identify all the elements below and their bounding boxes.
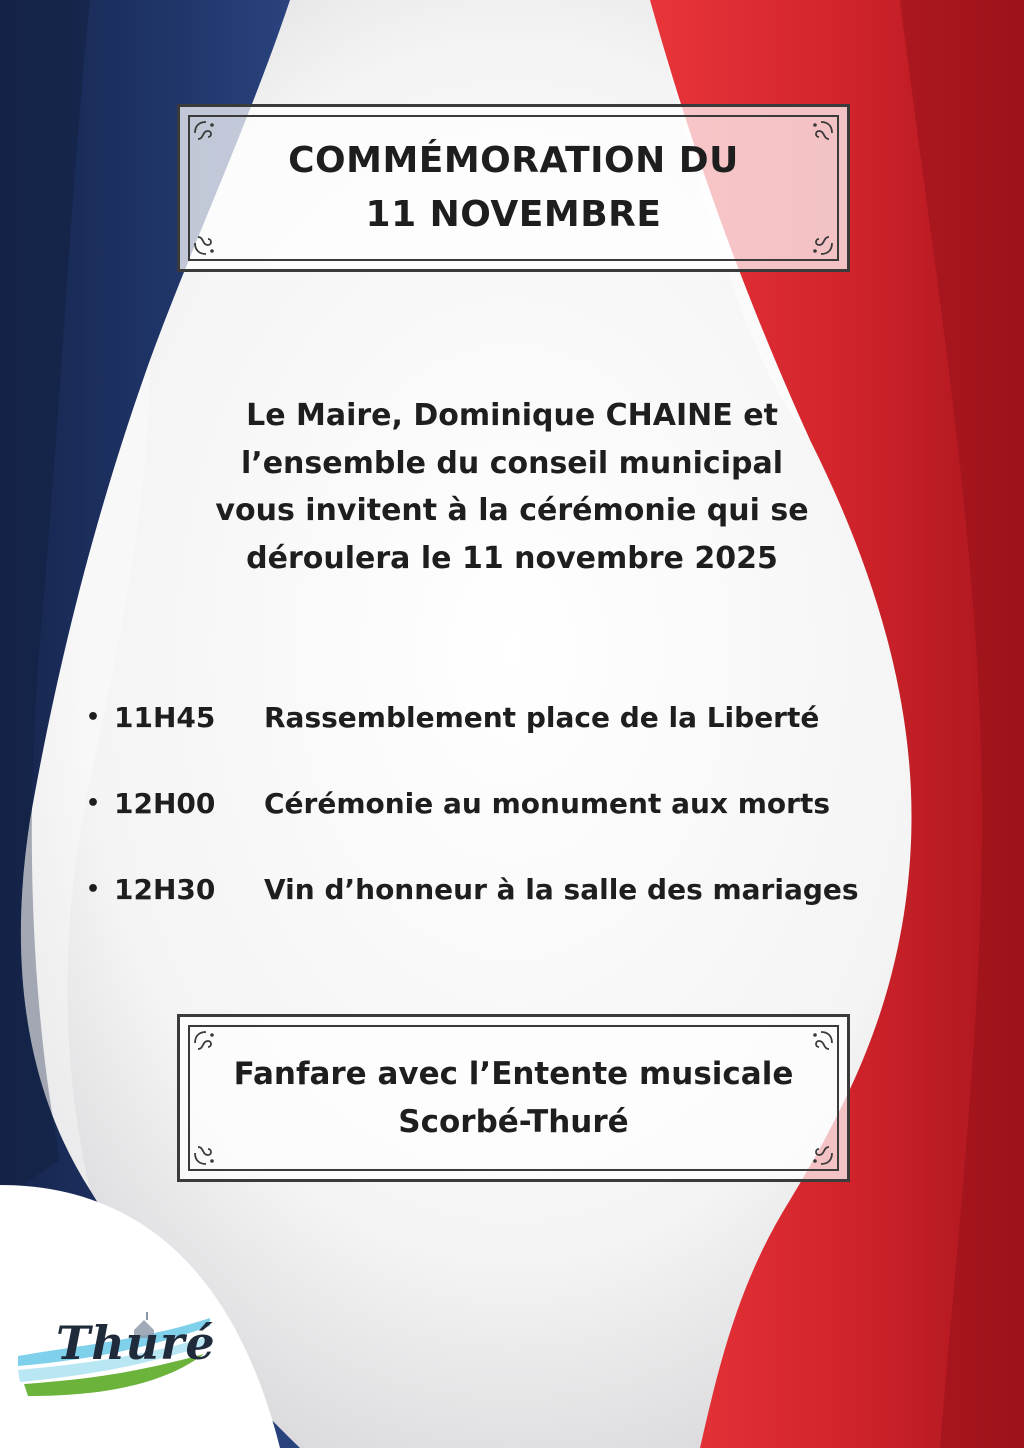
schedule-item xyxy=(86,695,876,781)
schedule-time: 12H00 xyxy=(114,787,216,820)
town-logo xyxy=(14,1300,214,1410)
title-line: 11 NOVEMBRE xyxy=(365,194,662,235)
fanfare-line: Fanfare avec l’Entente musicale xyxy=(233,1056,794,1092)
invitation-line: vous invitent à la cérémonie qui se xyxy=(215,493,809,528)
ornament-icon xyxy=(809,119,835,145)
ornament-icon xyxy=(192,1141,218,1167)
bullet-icon: • xyxy=(86,791,101,816)
invitation-line: Le Maire, Dominique CHAINE et xyxy=(246,398,778,433)
fanfare-frame xyxy=(177,1014,850,1182)
schedule-label: Vin d’honneur à la salle des mariages xyxy=(264,873,859,906)
ornament-icon xyxy=(192,1029,218,1055)
ornament-icon xyxy=(809,1141,835,1167)
fanfare-line: Scorbé-Thuré xyxy=(398,1104,629,1140)
ornament-icon xyxy=(809,231,835,257)
bullet-icon: • xyxy=(86,877,101,902)
schedule-time: 11H45 xyxy=(114,701,216,734)
ornament-icon xyxy=(192,231,218,257)
title-frame xyxy=(177,104,850,272)
schedule-item xyxy=(86,867,876,953)
logo-text: Thuré xyxy=(56,1316,216,1370)
invitation-line: déroulera le 11 novembre 2025 xyxy=(246,540,778,576)
schedule-label: Cérémonie au monument aux morts xyxy=(264,787,831,820)
ornament-icon xyxy=(192,119,218,145)
invitation-text xyxy=(190,392,834,582)
page-title xyxy=(288,134,739,242)
schedule-item xyxy=(86,781,876,867)
fanfare-text xyxy=(234,1050,794,1146)
schedule-label: Rassemblement place de la Liberté xyxy=(264,701,820,734)
invitation-line: l’ensemble du conseil municipal xyxy=(241,445,783,481)
bullet-icon: • xyxy=(86,705,101,730)
ornament-icon xyxy=(809,1029,835,1055)
schedule-time: 12H30 xyxy=(114,873,216,906)
title-line: COMMÉMORATION DU xyxy=(288,140,739,181)
schedule-list xyxy=(86,695,876,953)
